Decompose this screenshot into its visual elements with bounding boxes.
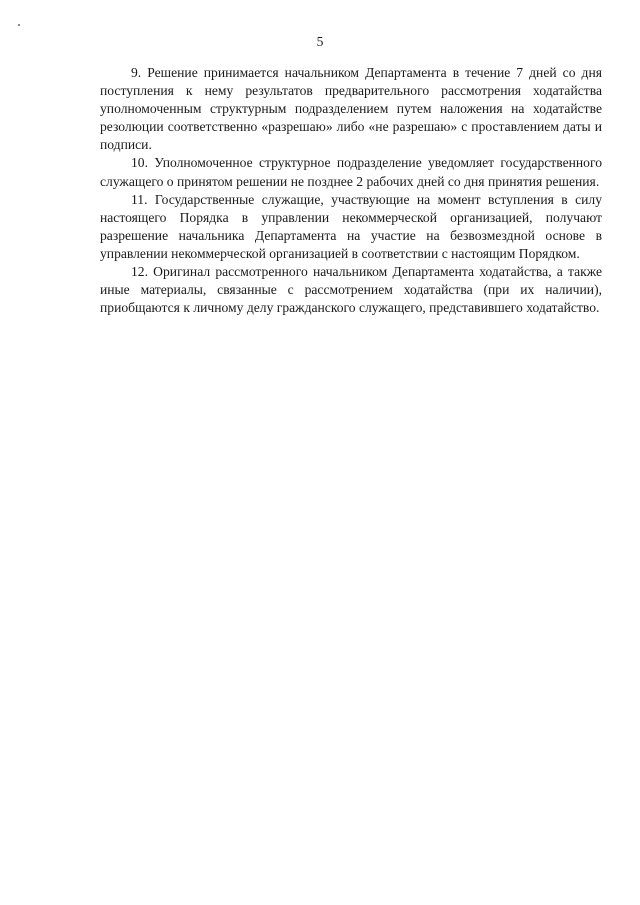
paragraph-11: 11. Государственные служащие, участвующие на момент вступления в силу настоящего Порядка в управлении некоммерческой организацией, получают разрешение начальника Департамента на участие на безвозмездной основе в управлении некоммерческой организацией в соответствии с настоящим Порядком. [100, 191, 602, 261]
document-body [100, 64, 602, 317]
paragraph-9: 9. Решение принимается начальником Департамента в течение 7 дней со дня поступления к нему результатов предварительного рассмотрения ходатайства уполномоченным структурным подразделением путем наложения на ходатайстве резолюции соответственно «разрешаю» либо «не разрешаю» с проставлением даты и подписи. [100, 65, 602, 153]
page-number: 5 [316, 34, 324, 49]
paragraph-12: 12. Оригинал рассмотренного начальником Департамента ходатайства, а также иные материалы, связанные с рассмотрением ходатайства (при их наличии), приобщаются к личному делу гражданского служащего, представившего ходатайство. [100, 264, 602, 316]
scan-speck [18, 24, 20, 26]
paragraph-10: 10. Уполномоченное структурное подразделение уведомляет государственного служащего о принятом решении не позднее 2 рабочих дней со дня принятия решения. [100, 155, 602, 189]
